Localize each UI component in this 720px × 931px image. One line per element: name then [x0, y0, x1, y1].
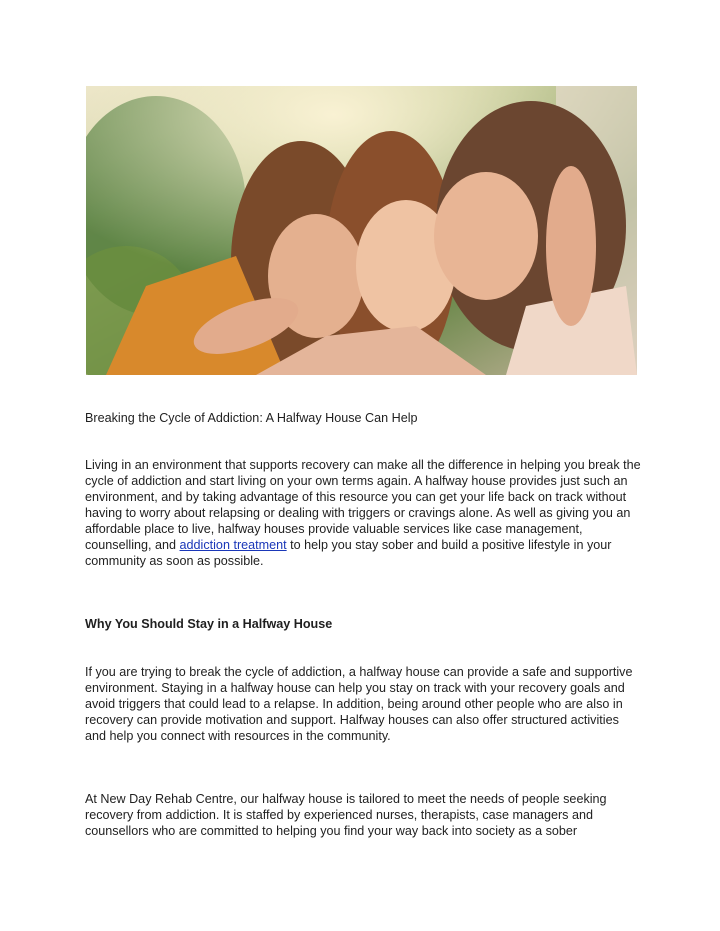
closing-paragraph: At New Day Rehab Centre, our halfway house is tailored to meet the needs of people seeking recovery from addiction. It is staffed by experienced nurses, therapists, case managers and counsellors who are committed to helping you find your way back into society as a sober [85, 792, 607, 838]
section-paragraph: If you are trying to break the cycle of addiction, a halfway house can provide a safe and supportive environment. Staying in a halfway house can help you stay on track with your recovery goals and avoid triggers that could lead to a relapse. In addition, being around other people who are also in recovery can provide motivation and support. Halfway houses can also offer structured activities and help you connect with resources in the community. [85, 665, 633, 743]
photo-icon [86, 86, 637, 375]
hero-photo [86, 86, 637, 375]
intro-paragraph [85, 457, 641, 569]
intro-text-part1: Living in an environment that supports recovery can make all the difference in helping you break the cycle of addiction and start living on your own terms again. A halfway house provides just such an environment, and by taking advantage of this resource you can get your life back on track without having to worry about relapsing or dealing with triggers or cravings alone. As well as giving you an affordable place to live, halfway houses provide valuable services like case management, counselling, and [85, 458, 641, 552]
addiction-treatment-link[interactable]: addiction treatment [179, 538, 287, 552]
article-title: Breaking the Cycle of Addiction: A Halfway House Can Help [85, 411, 418, 425]
intro-text-part2: to help you stay sober and build a positive lifestyle in your community as soon as possible. [85, 538, 612, 568]
section-heading: Why You Should Stay in a Halfway House [85, 617, 333, 631]
